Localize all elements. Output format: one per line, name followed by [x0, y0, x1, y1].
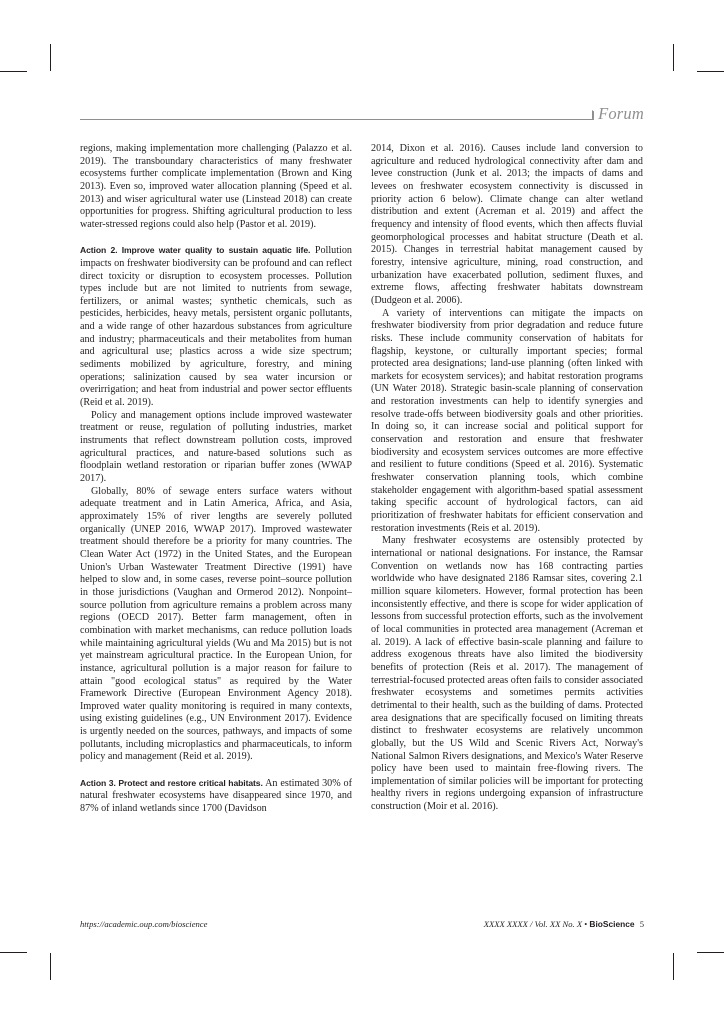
page-number: 5 — [639, 919, 644, 929]
crop-mark — [50, 44, 51, 71]
journal-url[interactable]: https://academic.oup.com/bioscience — [80, 919, 208, 929]
page-citation — [484, 919, 644, 929]
action-2-text: Pollution impacts on freshwater biodiversity can be profound and can reflect direct toxicity or disruption to ecosystem processes. Pollution types include but are not limited to nutrients from sewage, fertilizers, or animal wastes; synthetic chemicals, such as pesticides, herbicides, heavy metals, persistent organic pollutants, and a wide range of other hazardous substances from agriculture and industry; pharmaceuticals and their metabolites from human and agricultural use; plastics across a wide size spectrum; sediments mobilized by agriculture, forestry, and mining operations; salinization caused by sea water incursion or overirrigation; and heat from industrial and power sector effluents (Reid et al. 2019). — [80, 245, 352, 409]
header-rule — [80, 119, 606, 120]
paragraph: A variety of interventions can mitigate the impacts on freshwater biodiversity from prior degradation and reduce future risks. These include community conservation of habitats for flagship, keystone, or culturally important species; formal protected area designations; land-use planning (often linked with markets for ecosystem services); and habitat restoration programs (UN Water 2018). Strategic basin-scale planning of conservation and restoration investments can help to identify synergies and resolve trade-offs between biodiversity goals and other priorities. In doing so, it can increase social and political support for conservation and restoration and ensure that freshwater biodiversity and ecosystem services outcomes are more effective and resilient to future conditions (Speed et al. 2016). Systematic freshwater conservation planning tools, which combine stakeholder engagement with algorithm-based spatial assessment taking specific account of hydrological factors, can aid prioritization of freshwater habitats for efficient conservation and restoration investments (Reis et al. 2019). — [371, 307, 643, 534]
issue-info: XXXX XXXX / Vol. XX No. X — [483, 919, 583, 929]
crop-mark — [697, 71, 724, 72]
separator: • — [584, 919, 588, 929]
crop-mark — [673, 953, 674, 980]
paragraph: 2014, Dixon et al. 2016). Causes include land conversion to agriculture and reduced hydrological connectivity after dam and levee construction (Junk et al. 2013; the impacts of dams and levees on freshwater ecosystem connectivity is discussed in priority action 6 below). Climate change can alter wetland distribution and extent (Acreman et al. 2019) and affect the frequency and intensity of flood events, which then affects fluvial geomorphological processes and habitat structure (Death et al. 2015). Changes in terrestrial habitat management caused by forestry, intensive agriculture, mining, road construction, and urbanization have exacerbated pollution, sediment fluxes, and extreme flows, affecting freshwater habitats downstream (Dudgeon et al. 2006). — [371, 143, 643, 306]
right-column — [371, 143, 643, 814]
action-3-text: An estimated 30% of natural freshwater ecosystems have disappeared since 1970, and 87% of inland wetlands since 1700 (Davidson — [80, 777, 352, 814]
paragraph: regions, making implementation more challenging (Palazzo et al. 2019). The transboundary characteristics of many freshwater ecosystems further complicate implementation (Brown and King 2013). Even so, improved water allocation planning (Speed et al. 2013) and wiser agricultural water use (Linstead 2018) can create opportunities for progress. Shifting agricultural production to less water-stressed regions could also help (Pastor et al. 2019). — [80, 143, 352, 230]
crop-mark — [697, 952, 724, 953]
paragraph: Many freshwater ecosystems are ostensibly protected by international or national designations. For instance, the Ramsar Convention on wetlands now has 168 contracting parties worldwide who have designated 2186 Ramsar sites, covering 2.1 million square kilometers. However, formal protection has been inconsistently effective, and there is scope for wider application of lessons from successful protection efforts, such as the involvement of local communities in protected area management (Acreman et al. 2019). A lack of effective basin-scale planning and failure to address exogenous threats have also limited the biodiversity benefits of protection (Reis et al. 2017). The management of terrestrial-focused protected areas often fails to consider associated freshwater ecosystems and sometimes permits activities detrimental to their health, such as the building of dams. Protected area designations that are specifically focused on limiting threats distinct to freshwater ecosystems are relatively uncommon globally, but the US Wild and Scenic Rivers Act, Norway's National Salmon Rivers designations, and Mexico's Water Reserve policy have been used to maintain free-flowing rivers. The implementation of similar policies will be important for protecting healthy rivers in regions undergoing expansion of infrastructure construction (Moir et al. 2016). — [371, 535, 643, 813]
action-3-paragraph — [80, 777, 352, 816]
action-2-heading: Action 2. Improve water quality to sustain aquatic life. — [80, 245, 311, 256]
paragraph: Globally, 80% of sewage enters surface waters without adequate treatment and in Latin America, Africa, and Asia, approximately 15% of river lengths are severely polluted organically (UNEP 2016, WWAP 2017). Improved wastewater treatment should therefore be a priority for many countries. The Clean Water Act (1972) in the United States, and the European Union's Urban Wastewater Treatment Directive (1991) have helped to slow and, in some cases, reverse point–source pollution in those jurisdictions (Vaughan and Ormerod 2012). Nonpoint–source pollution from agriculture remains a problem across many regions (OECD 2017). Better farm management, often in combination with market mechanisms, can reduce pollution loads while maintaining agricultural yields (Wu and Ma 2015) but is not yet mainstream agricultural practice. In the European Union, for instance, agricultural pollution is a major reason for failure to attain "good ecological status" as required by the Water Framework Directive (European Environment Agency 2018). Improved water quality monitoring is required in many contexts, using existing guidelines (e.g., UN Environment 2017). Evidence is urgently needed on the sources, pathways, and impacts of some pollutants, including microplastics and pharmaceuticals, to inform policy and management (Reid et al. 2019). — [80, 485, 352, 763]
action-2-paragraph — [80, 244, 352, 410]
crop-mark — [673, 44, 674, 71]
crop-mark — [50, 953, 51, 980]
journal-name: BioScience — [589, 919, 635, 929]
crop-mark — [0, 71, 27, 72]
crop-mark — [0, 952, 27, 953]
paragraph: Policy and management options include improved wastewater treatment or reuse, regulation of polluting industries, market instruments that reflect downstream pollution costs, improved agricultural practices, and nature-based solutions such as floodplain wetland restoration or riparian buffer zones (WWAP 2017). — [80, 409, 352, 484]
action-3-heading: Action 3. Protect and restore critical habitats. — [80, 777, 263, 788]
left-column — [80, 143, 352, 816]
section-label: Forum — [594, 104, 644, 124]
